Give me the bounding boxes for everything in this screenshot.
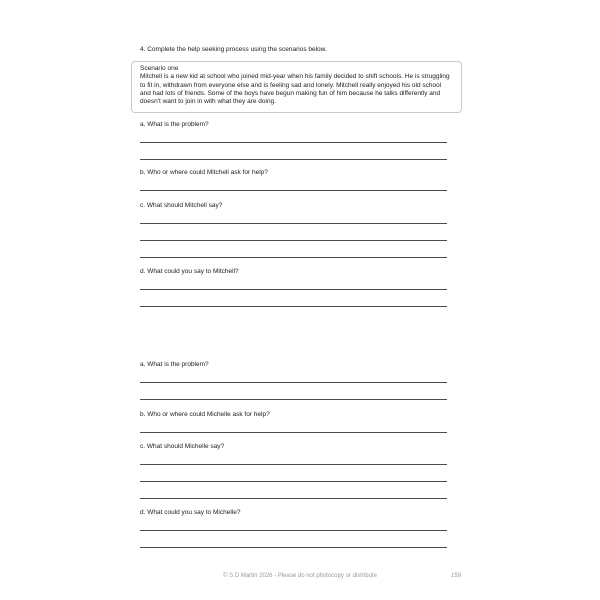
question-block-1c [140, 202, 447, 258]
question-label: b. Who or where could Mitchell ask for help? [140, 169, 268, 176]
answer-line [140, 547, 447, 548]
answer-line [140, 240, 447, 241]
answer-line [140, 464, 447, 465]
page-number: 159 [451, 573, 462, 579]
answer-line [140, 190, 447, 191]
answer-line [140, 142, 447, 143]
question-label: d. What could you say to Michelle? [140, 509, 241, 516]
question-label: d. What could you say to Mitchell? [140, 268, 239, 275]
question-label: a. What is the problem? [140, 121, 209, 128]
answer-line [140, 223, 447, 224]
answer-line [140, 481, 447, 482]
question-label: c. What should Michelle say? [140, 443, 225, 450]
answer-line [140, 159, 447, 160]
scenario-body: Mitchell is a new kid at school who joined mid-year when his family decided to shift schools. He is struggling to fit in, withdrawn from everyone else and is feeling sad and lonely. Mitchell really enjoyed his old school and had lots of friends. Some of the boys have begun making fun of him because he talks differently and doesn't want to join in with what they are doing. [140, 73, 450, 106]
answer-line [140, 530, 447, 531]
question-block-2b [140, 411, 447, 433]
answer-line [140, 306, 447, 307]
question-label: b. Who or where could Michelle ask for help? [140, 411, 270, 418]
question-block-1d [140, 268, 447, 307]
exercise-heading: 4. Complete the help seeking process using the scenarios below. [140, 46, 327, 53]
scenario-box [131, 61, 462, 113]
question-label: c. What should Mitchell say? [140, 202, 223, 209]
question-block-1b [140, 169, 447, 191]
question-label: a. What is the problem? [140, 361, 209, 368]
answer-line [140, 289, 447, 290]
question-block-2c [140, 443, 447, 499]
answer-line [140, 432, 447, 433]
answer-line [140, 399, 447, 400]
copyright-text: © S D Martin 2026 - Please do not photocopy or distribute [223, 573, 377, 579]
question-block-2d [140, 509, 447, 548]
question-block-1a [140, 121, 447, 160]
scenario-title: Scenario one [140, 65, 179, 72]
answer-line [140, 498, 447, 499]
answer-line [140, 382, 447, 383]
answer-line [140, 257, 447, 258]
question-block-2a [140, 361, 447, 400]
page-footer [0, 572, 600, 580]
